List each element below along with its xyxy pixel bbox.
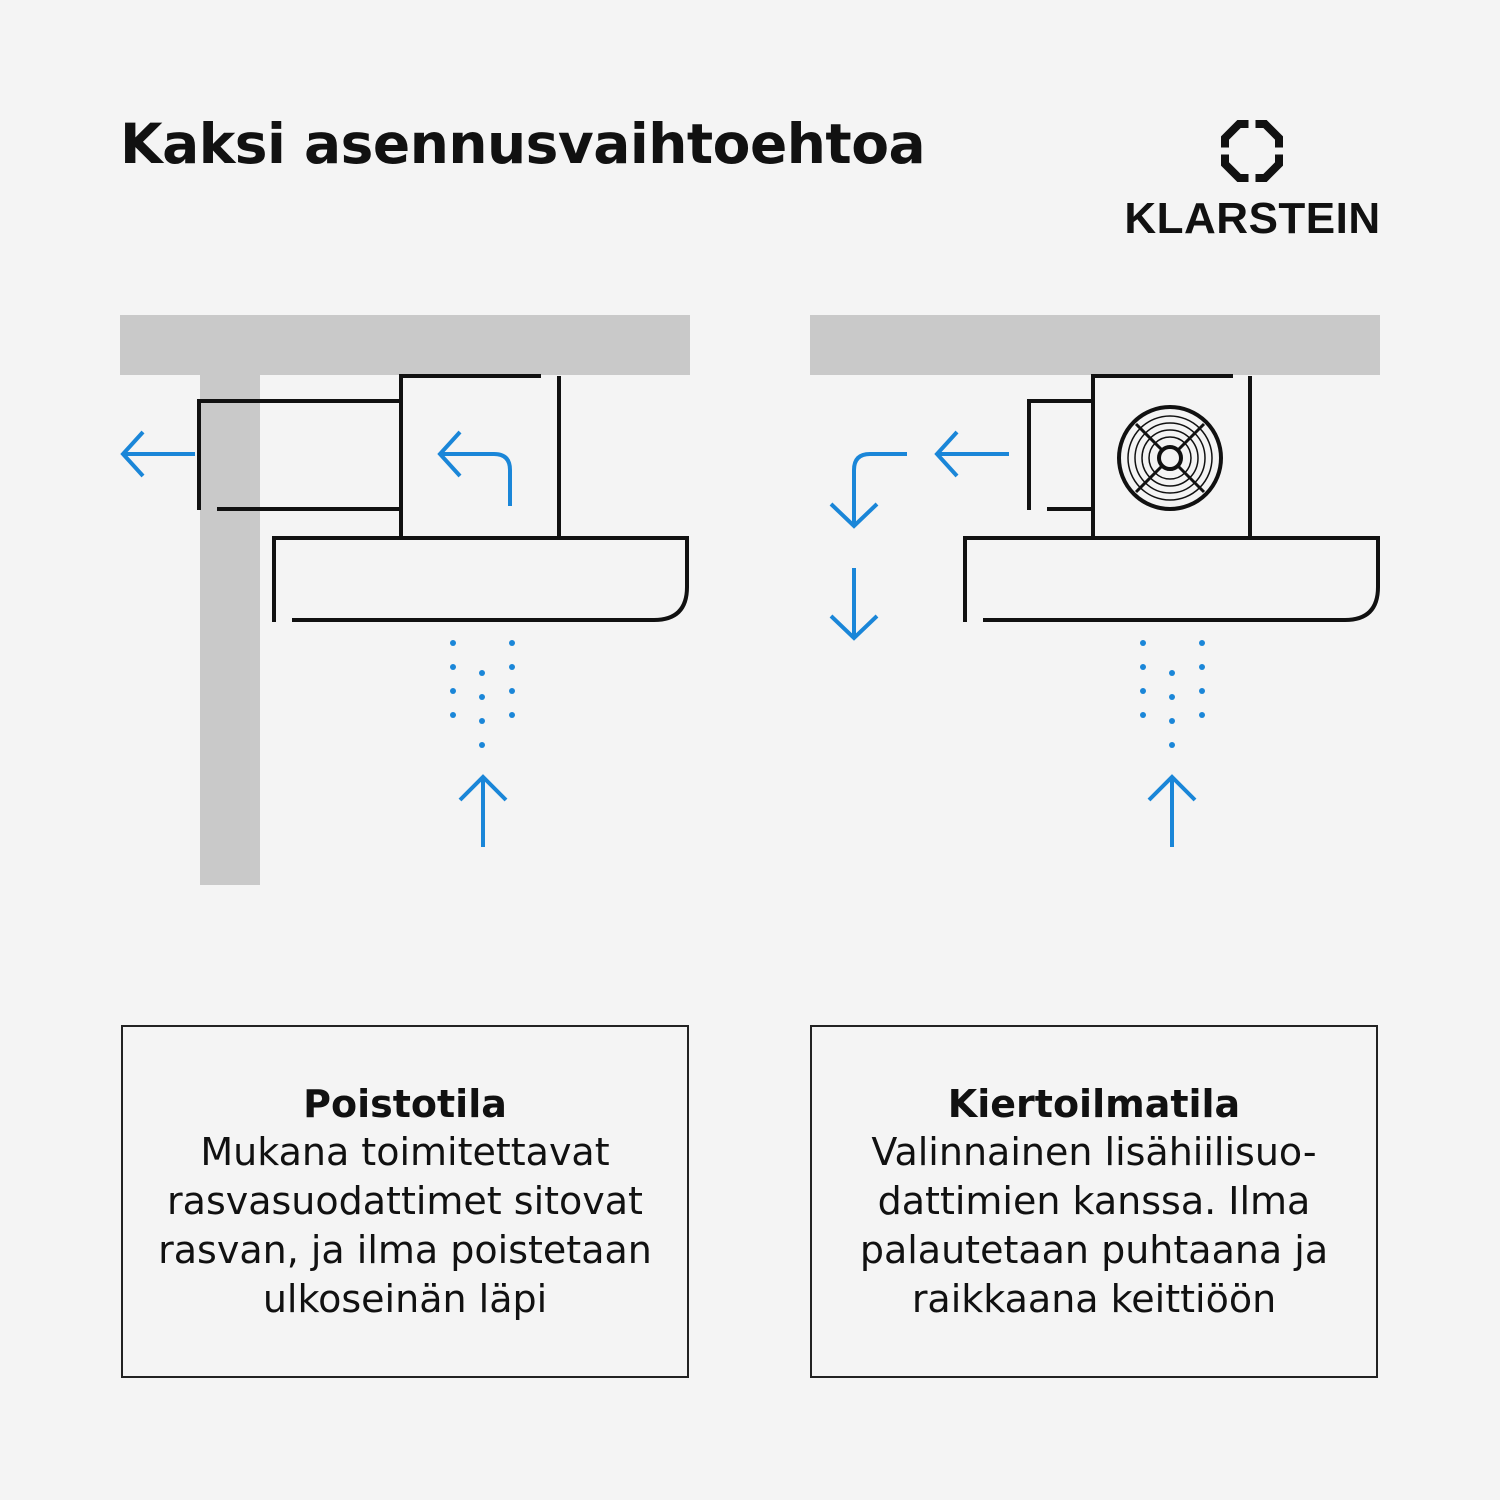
arrow-down-icon	[831, 568, 877, 638]
hood-body	[274, 538, 687, 622]
fan-icon	[1119, 407, 1221, 509]
page-title: Kaksi asennusvaihtoehtoa	[120, 112, 926, 176]
recirculation-mode-description: Valinnainen lisähiilisuo-dattimien kanssa. Ilma palautetaan puhtaana ja raikkaana keittiöön	[859, 1129, 1329, 1321]
airflow-dots	[1140, 640, 1205, 748]
wall	[200, 375, 260, 885]
arrow-left-icon	[123, 432, 195, 476]
arrow-up-icon	[1149, 777, 1195, 847]
arrow-left-icon	[937, 432, 1009, 476]
exhaust-mode-diagram	[120, 315, 690, 885]
hood-body	[965, 538, 1378, 622]
recirculation-mode-diagram	[810, 315, 1380, 847]
ceiling	[120, 315, 690, 375]
airflow-dots	[450, 640, 515, 748]
brand-name: KLARSTEIN	[1124, 194, 1381, 243]
motor-housing	[401, 376, 559, 538]
ceiling	[810, 315, 1380, 375]
exhaust-mode-card	[121, 1025, 689, 1378]
recirculation-mode-title: Kiertoilmatila	[947, 1081, 1241, 1126]
arrow-curve-down-icon	[831, 454, 907, 526]
exhaust-mode-title: Poistotila	[303, 1081, 507, 1126]
filter-outlet	[1029, 401, 1093, 510]
exhaust-mode-description: Mukana toimitettavat rasvasuodattimet sitovat rasvan, ja ilma poistetaan ulkoseinän läpi	[158, 1129, 652, 1321]
recirculation-mode-card	[810, 1025, 1378, 1378]
arrow-curve-left-icon	[440, 432, 510, 506]
arrow-up-icon	[460, 777, 506, 847]
